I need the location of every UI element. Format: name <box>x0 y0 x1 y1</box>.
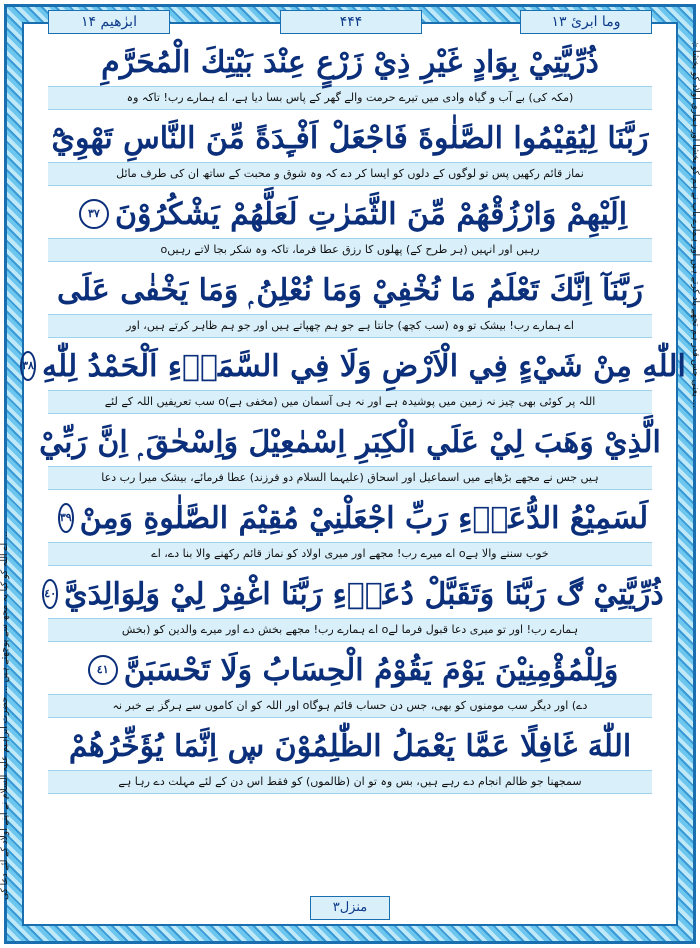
verse-line <box>22 344 686 414</box>
arabic-text-with-ayah <box>48 192 652 236</box>
arabic-text: اللّٰهِ مِنْ شَيْءٍ فِي الْاَرْضِ وَلَا فِي السَّمَاۗءِ اَلْحَمْدُ لِلّٰهِ <box>41 348 686 384</box>
ayah-number-marker: ٤٠ <box>42 579 58 609</box>
arabic-text-with-ayah <box>22 344 686 388</box>
arabic-text: لَسَمِيْعُ الدُّعَاۗءِ رَبِّ اجْعَلْنِيْ مُقِيْمَ الصَّلٰوةِ وَمِنْ <box>79 500 649 536</box>
arabic-text: ذُرِّيَّتِيْ بِوَادٍ غَيْرِ ذِيْ زَرْعٍ عِنْدَ بَيْتِكَ الْمُحَرَّمِ <box>101 44 599 80</box>
urdu-translation: اے ہمارے رب! بیشک تو وہ (سب کچھ) جانتا ہے جو ہم چھپاتے ہیں اور جو ہم ظاہر کرتے ہیں، اور <box>48 314 652 338</box>
arabic-text: اللّٰهَ غَافِلًا عَمَّا يَعْمَلُ الظّٰلِمُوْنَ ڛ اِنَّمَا يُؤَخِّرُهُمْ <box>68 728 632 764</box>
urdu-translation: ہیں جس نے مجھے بڑھاپے میں اسماعیل اور اسحاق (علیہما السلام دو فرزند) عطا فرمائے، بیشک میرا رب دعا <box>48 466 652 490</box>
arabic-text: رَبَّنَآ اِنَّكَ تَعْلَمُ مَا نُخْفِيْ وَمَا نُعْلِنُ ۭ وَمَا يَخْفٰى عَلَى <box>56 272 644 308</box>
verse-line <box>48 268 652 338</box>
margin-note-left: اے اللہ کو کیا یہ مجھ سے پوچھتے ہیں ... حضرت ابراہیم علیہ السلام نے اپنے اولاد کے لئے دعا کی ... <box>0 531 10 900</box>
manzil-label: منزل٣ <box>310 896 391 920</box>
urdu-translation: رہیں اور انہیں (ہر طرح کے) پھلوں کا رزق عطا فرما، تاکہ وہ شکر بجا لاتے رہیںo <box>48 238 652 262</box>
page-header <box>48 6 652 36</box>
urdu-translation: (مکہ کی) بے آب و گیاہ وادی میں تیرے حرمت والے گھر کے پاس بسا دیا ہے، اے ہمارے رب! تاکہ وہ <box>48 86 652 110</box>
arabic-text-with-ayah <box>48 496 652 540</box>
ayah-number-marker: ٣٧ <box>79 199 109 229</box>
verse-line <box>48 496 652 566</box>
verse-content <box>22 40 686 912</box>
para-name-label: وما ابرئ ١٣ <box>520 10 652 34</box>
urdu-translation: نماز قائم رکھیں پس تو لوگوں کے دلوں کو ایسا کر دے کہ وہ شوق و محبت کے ساتھ ان کی طرف مائل <box>48 162 652 186</box>
page-footer <box>0 896 700 920</box>
verse-line <box>48 192 652 262</box>
verse-line <box>48 116 652 186</box>
verse-line <box>44 572 664 642</box>
margin-note-right: ☆یعنی جس قدر ہم تجھے یاد کرتے ہیں اور ہمارے باپ نے ہم کو بخشا اور ہماری اولاد کو بخشا ... <box>690 40 700 409</box>
arabic-text: ذُرِّيَّتِيْ ڰ رَبَّنَا وَتَقَبَّلْ دُعَاۗءِ رَبَّنَا اغْفِرْ لِيْ وَلِوَالِدَيَّ <box>64 576 664 612</box>
ayah-number-marker: ٣٨ <box>20 351 36 381</box>
arabic-text: رَبَّنَا لِيُقِيْمُوا الصَّلٰوةَ فَاجْعَلْ اَفْـِٕدَةً مِّنَ النَّاسِ تَهْوِيْٓ <box>51 120 649 156</box>
arabic-text: الَّذِيْ وَهَبَ لِيْ عَلَي الْكِبَرِ اِسْمٰعِيْلَ وَاِسْحٰقَ ۭ اِنَّ رَبِّيْ <box>39 424 661 460</box>
ayah-number-marker: ٣٩ <box>58 503 74 533</box>
surah-name-label: ابرٰهيم ١۴ <box>48 10 170 34</box>
arabic-text: اِلَيْهِمْ وَارْزُقْهُمْ مِّنَ الثَّمَرٰتِ لَعَلَّهُمْ يَشْكُرُوْنَ <box>114 196 628 232</box>
arabic-text-with-ayah <box>48 648 652 692</box>
ayah-number-marker: ٤١ <box>88 655 118 685</box>
urdu-translation: دے) اور دیگر سب مومنوں کو بھی، جس دن حساب قائم ہوگاo اور اللہ کو ان کاموں سے ہرگز بے خبر نہ <box>48 694 652 718</box>
verse-line <box>48 648 652 718</box>
verse-line <box>48 40 652 110</box>
verse-line <box>39 420 661 490</box>
verse-line <box>48 724 652 794</box>
page-number: ۴۴۴ <box>280 10 422 34</box>
urdu-translation: خوب سننے والا ہےo اے میرے رب! مجھے اور میری اولاد کو نماز قائم رکھنے والا بنا دے، اے <box>48 542 652 566</box>
urdu-translation: ہمارے رب! اور تو میری دعا قبول فرما لےo اے ہمارے رب! مجھے بخش دے اور میرے والدین کو (بخش <box>48 618 652 642</box>
urdu-translation: سمجھنا جو ظالم انجام دے رہے ہیں، بس وہ تو ان (ظالموں) کو فقط اس دن کے لئے مہلت دے رہا ہے <box>48 770 652 794</box>
arabic-text: وَلِلْمُؤْمِنِيْنَ يَوْمَ يَقُوْمُ الْحِسَابُ وَلَا تَحْسَبَنَّ <box>123 652 619 688</box>
urdu-translation: اللہ پر کوئی بھی چیز نہ زمین میں پوشیدہ ہے اور نہ ہی آسمان میں (مخفی ہے)o سب تعریفیں اللہ کے لئے <box>48 390 652 414</box>
arabic-text-with-ayah <box>44 572 664 616</box>
